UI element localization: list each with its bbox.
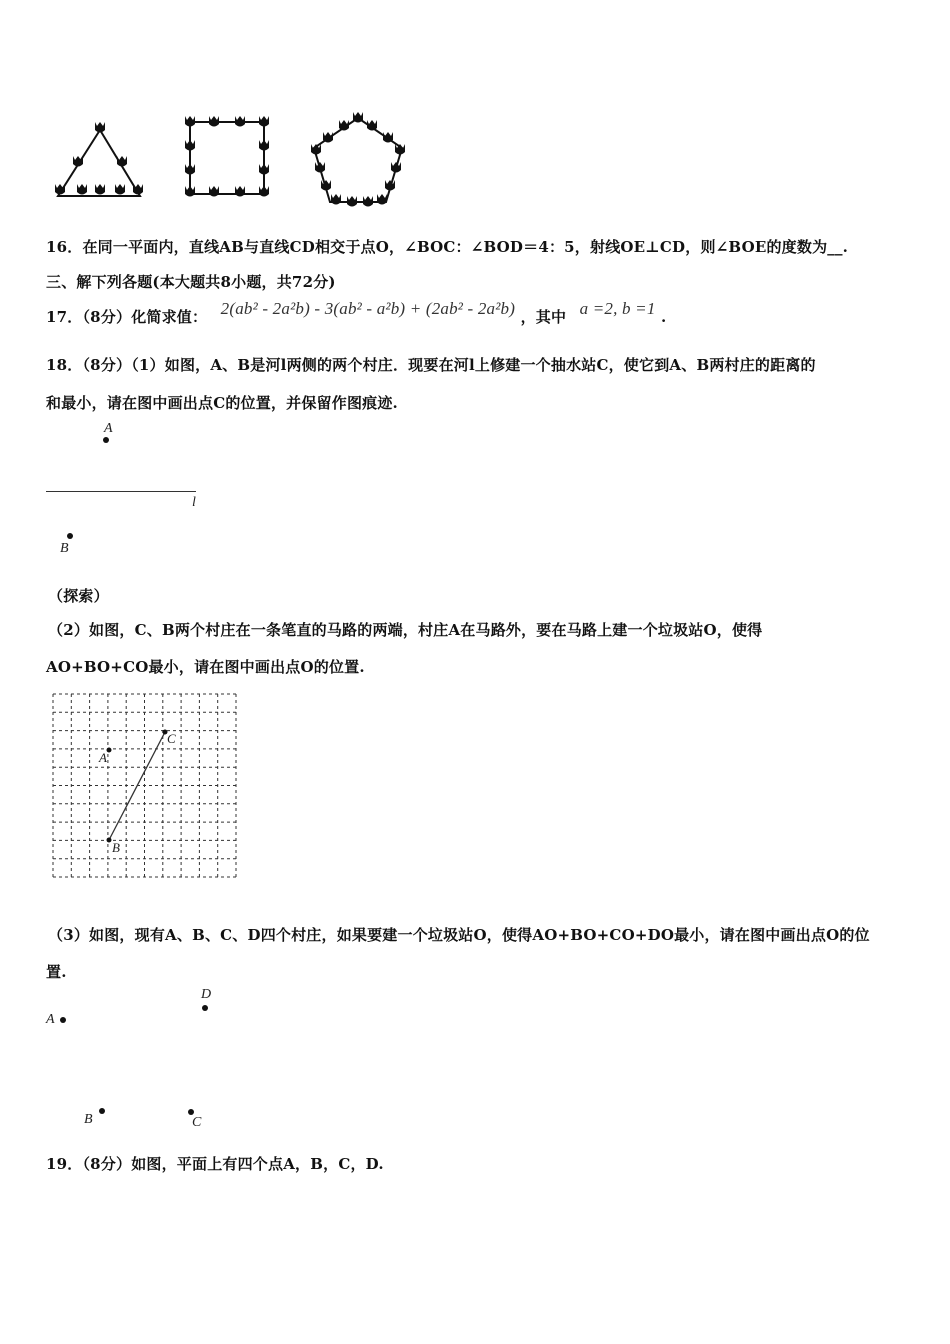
point-d-label: D bbox=[201, 987, 212, 1002]
question-18-part-2-line-1: （2）如图，C、B两个村庄在一条笔直的马路的两端，村庄A在马路外，要在马路上建一个垃圾站O，使得 bbox=[48, 621, 763, 639]
question-18-line-1: 18．（8分）（1）如图，A、B是河l两侧的两个村庄．现要在河l上修建一个抽水站C，使它到A、B两村庄的距离的 bbox=[46, 356, 816, 374]
pattern-figures bbox=[0, 0, 950, 220]
point-b-label: B bbox=[112, 840, 120, 855]
point-c-label: C bbox=[192, 1115, 202, 1130]
question-17-where: ，其中 bbox=[520, 308, 567, 326]
question-17-prefix: 17．（8分）化简求值： bbox=[46, 308, 208, 326]
question-18-part-2-line-2: AO+BO+CO最小，请在图中画出点O的位置. bbox=[46, 658, 365, 676]
point-b bbox=[107, 838, 112, 843]
question-17-end: . bbox=[661, 308, 667, 326]
point-a-label: A bbox=[46, 1012, 55, 1027]
river-label: l bbox=[192, 495, 196, 510]
question-18-part-3-line-1: （3）如图，现有A、B、C、D四个村庄，如果要建一个垃圾站O，使得AO+BO+CO+DO最小，请在图中画出点O的位 bbox=[48, 926, 870, 944]
question-18-part-3-line-2: 置. bbox=[46, 963, 67, 981]
river-line bbox=[46, 491, 196, 492]
explore-heading: （探索） bbox=[48, 587, 109, 605]
point-b bbox=[67, 533, 73, 539]
point-a bbox=[103, 437, 109, 443]
question-16: 16．在同一平面内，直线AB与直线CD相交于点O，∠BOC：∠BOD＝4：5，射线OE⊥CD，则∠BOE的度数为__. bbox=[46, 238, 849, 256]
triangle-figure bbox=[55, 122, 143, 196]
point-b-label: B bbox=[84, 1112, 93, 1127]
point-a-label: A bbox=[99, 750, 107, 765]
question-17-condition: a =2, b =1 bbox=[579, 299, 656, 318]
question-18-line-2: 和最小，请在图中画出点C的位置，并保留作图痕迹. bbox=[46, 394, 398, 412]
square-figure bbox=[185, 116, 269, 197]
point-d bbox=[202, 1005, 208, 1011]
question-19: 19．（8分）如图，平面上有四个点A，B，C，D. bbox=[46, 1155, 384, 1173]
point-c-label: C bbox=[167, 731, 176, 746]
point-a bbox=[60, 1017, 66, 1023]
section-3-heading: 三、解下列各题(本大题共8小题，共72分) bbox=[46, 273, 336, 291]
question-17-expression: 2(ab² - 2a²b) - 3(ab² - a²b) + (2ab² - 2a²b) bbox=[220, 299, 516, 318]
point-a bbox=[107, 748, 112, 753]
pentagon-figure bbox=[311, 112, 405, 207]
figure-grid bbox=[50, 690, 250, 880]
point-a-label: A bbox=[104, 421, 113, 436]
point-b bbox=[99, 1108, 105, 1114]
question-17 bbox=[46, 299, 667, 327]
point-b-label: B bbox=[60, 541, 69, 556]
